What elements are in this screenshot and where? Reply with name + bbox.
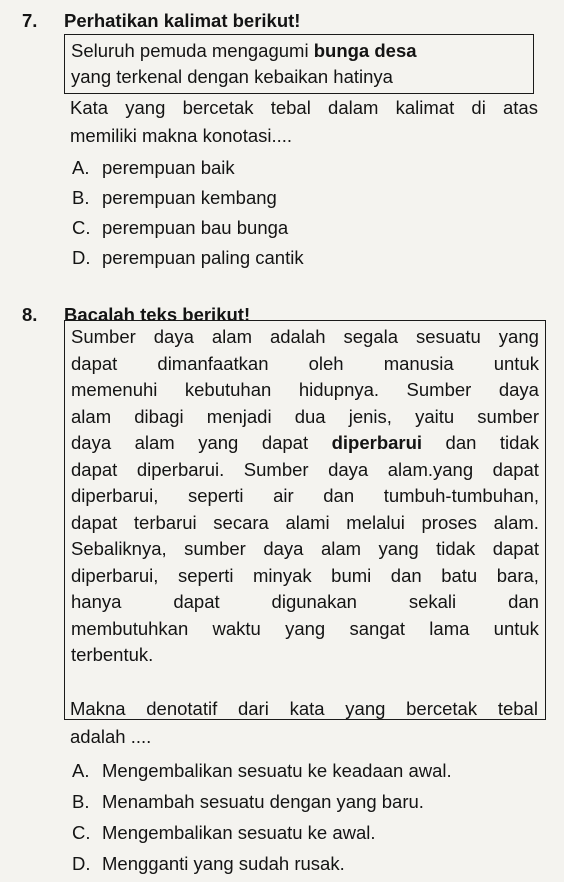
option-text: perempuan baik <box>102 157 235 178</box>
word: daya <box>498 379 539 400</box>
word: daya <box>71 432 112 453</box>
option-text: perempuan paling cantik <box>102 247 304 268</box>
question-8-instruction: Bacalah teks berikut! <box>64 304 251 325</box>
option-8-c[interactable] <box>72 820 452 851</box>
word: alami <box>285 511 330 533</box>
bold-word: diperbarui <box>331 432 423 453</box>
option-text: Menambah sesuatu dengan yang baru. <box>102 791 424 812</box>
prompt-7-line-1 <box>70 95 538 123</box>
word: yang <box>198 432 239 453</box>
word: diperbarui, <box>71 564 159 586</box>
word: bumi <box>331 564 372 586</box>
word: di <box>471 97 486 118</box>
word: alam. <box>493 511 539 533</box>
word: dan <box>445 432 477 453</box>
word: yaitu <box>415 405 455 427</box>
word: daya <box>153 326 194 347</box>
text-line-8 <box>71 510 539 537</box>
word: minyak <box>253 564 312 586</box>
word: secara <box>213 511 269 533</box>
option-letter: A. <box>72 760 90 781</box>
question-8-number: 8. <box>22 304 38 325</box>
word: seperti <box>188 485 244 506</box>
word: bercetak <box>406 698 478 719</box>
word: kebutuhan <box>184 379 272 400</box>
word: memenuhi <box>71 379 158 400</box>
prompt-8-line-1 <box>70 696 538 724</box>
word: seperti <box>177 564 234 586</box>
word: dua <box>294 405 326 427</box>
word: dimanfaatkan <box>157 352 269 374</box>
word: hidupnya. <box>298 379 380 400</box>
word: sangat <box>349 617 406 639</box>
word: alam <box>71 405 112 427</box>
option-letter: D. <box>72 853 91 874</box>
option-letter: A. <box>72 157 90 178</box>
question-8-text-box <box>64 320 546 720</box>
word: kata <box>289 698 325 719</box>
word: alam <box>211 326 252 347</box>
option-letter: C. <box>72 822 91 843</box>
prompt-8-line-2: adalah .... <box>70 726 152 747</box>
word: oleh <box>308 352 344 374</box>
word: dibagi <box>134 405 184 427</box>
word: dan <box>508 591 539 612</box>
word: Sebaliknya, <box>71 538 167 559</box>
word: untuk <box>493 617 539 639</box>
word: adalah <box>269 326 326 347</box>
word: dan <box>390 564 422 586</box>
word: bara, <box>496 564 539 586</box>
word: Sumber <box>243 458 309 480</box>
word: dari <box>237 698 269 719</box>
word: terbarui <box>133 511 197 533</box>
text-line-6 <box>71 457 539 484</box>
question-8-prompt <box>70 696 538 752</box>
word: proses <box>421 511 478 533</box>
option-7-c[interactable] <box>72 215 304 245</box>
text-line-4 <box>71 404 539 431</box>
word: atas <box>503 97 538 118</box>
word: hanya <box>71 591 122 612</box>
word: segala <box>343 326 399 347</box>
text-line-13: terbentuk. <box>71 644 154 665</box>
word: melalui <box>346 511 405 533</box>
option-7-b[interactable] <box>72 185 304 215</box>
word: dapat <box>173 591 220 612</box>
option-text: Mengganti yang sudah rusak. <box>102 853 345 874</box>
word: yang <box>285 617 326 639</box>
word: dapat <box>71 352 118 374</box>
option-letter: B. <box>72 187 90 208</box>
option-text: perempuan bau bunga <box>102 217 289 238</box>
word: membutuhkan <box>71 617 189 639</box>
text-line-3 <box>71 377 539 404</box>
word: diperbarui. <box>136 458 225 480</box>
word: tidak <box>499 432 539 453</box>
option-8-d[interactable] <box>72 851 452 882</box>
word: alam <box>320 538 362 559</box>
text-line-10 <box>71 563 539 590</box>
word: daya <box>328 458 369 480</box>
bold-phrase: bunga desa <box>313 40 417 61</box>
word: yang <box>378 538 419 559</box>
option-letter: D. <box>72 247 91 268</box>
word: yang <box>345 698 386 719</box>
word: dan <box>323 485 355 506</box>
word: dapat <box>492 538 539 559</box>
option-text: perempuan kembang <box>102 187 277 208</box>
word: dalam <box>328 97 379 118</box>
word: tumbuh-tumbuhan, <box>383 485 539 506</box>
text-line-12 <box>71 616 539 643</box>
word: Sumber <box>406 379 472 400</box>
word: tidak <box>436 538 476 559</box>
question-7-instruction: Perhatikan kalimat berikut! <box>64 10 301 31</box>
text-line-5 <box>71 430 539 457</box>
word: batu <box>441 564 478 586</box>
word: sumber <box>477 405 539 427</box>
word: digunakan <box>271 591 357 612</box>
word: yang <box>498 326 539 347</box>
question-7-options <box>72 155 304 275</box>
option-7-d[interactable] <box>72 245 304 275</box>
question-7-prompt <box>70 95 538 151</box>
question-7-sentence-box <box>64 34 534 94</box>
text-line-11 <box>71 589 539 616</box>
word: sekali <box>408 591 457 612</box>
word: waktu <box>212 617 261 639</box>
word: dapat <box>261 432 309 453</box>
sentence-line-2: yang terkenal dengan kebaikan hatinya <box>71 66 393 87</box>
word: jenis, <box>348 405 392 427</box>
text-line-1 <box>71 324 539 351</box>
word: daya <box>263 538 304 559</box>
word: untuk <box>493 352 539 374</box>
word: Kata <box>70 97 109 118</box>
word: alam <box>134 432 175 453</box>
question-7-header <box>22 8 300 34</box>
question-8-options <box>72 758 452 882</box>
word: tebal <box>270 97 311 118</box>
option-8-b[interactable] <box>72 789 452 820</box>
prompt-7-line-2: memiliki makna konotasi.... <box>70 125 293 146</box>
option-text: Mengembalikan sesuatu ke awal. <box>102 822 376 843</box>
word: sumber <box>184 538 246 559</box>
question-7-number: 7. <box>22 10 38 31</box>
word: air <box>273 485 294 506</box>
word: kalimat <box>395 97 455 118</box>
word: dapat <box>71 511 118 533</box>
word: manusia <box>383 352 454 374</box>
text-line-2 <box>71 351 539 378</box>
word: dapat <box>71 458 118 480</box>
option-letter: C. <box>72 217 91 238</box>
word: menjadi <box>206 405 272 427</box>
word: denotatif <box>146 698 218 719</box>
option-7-a[interactable] <box>72 155 304 185</box>
word: Makna <box>70 698 126 719</box>
text-line-7 <box>71 483 539 510</box>
word: alam.yang <box>387 458 474 480</box>
word: diperbarui, <box>71 485 159 506</box>
option-letter: B. <box>72 791 90 812</box>
sentence-line-1-text: Seluruh pemuda mengagumi <box>71 40 314 61</box>
text-line-9 <box>71 536 539 563</box>
word: bercetak <box>182 97 254 118</box>
sentence-line-1 <box>71 38 527 64</box>
word: lama <box>429 617 470 639</box>
word: tebal <box>497 698 538 719</box>
word: sesuatu <box>416 326 481 347</box>
word: Sumber <box>71 326 136 347</box>
option-8-a[interactable] <box>72 758 452 789</box>
word: dapat <box>492 458 539 480</box>
word: yang <box>125 97 166 118</box>
option-text: Mengembalikan sesuatu ke keadaan awal. <box>102 760 452 781</box>
